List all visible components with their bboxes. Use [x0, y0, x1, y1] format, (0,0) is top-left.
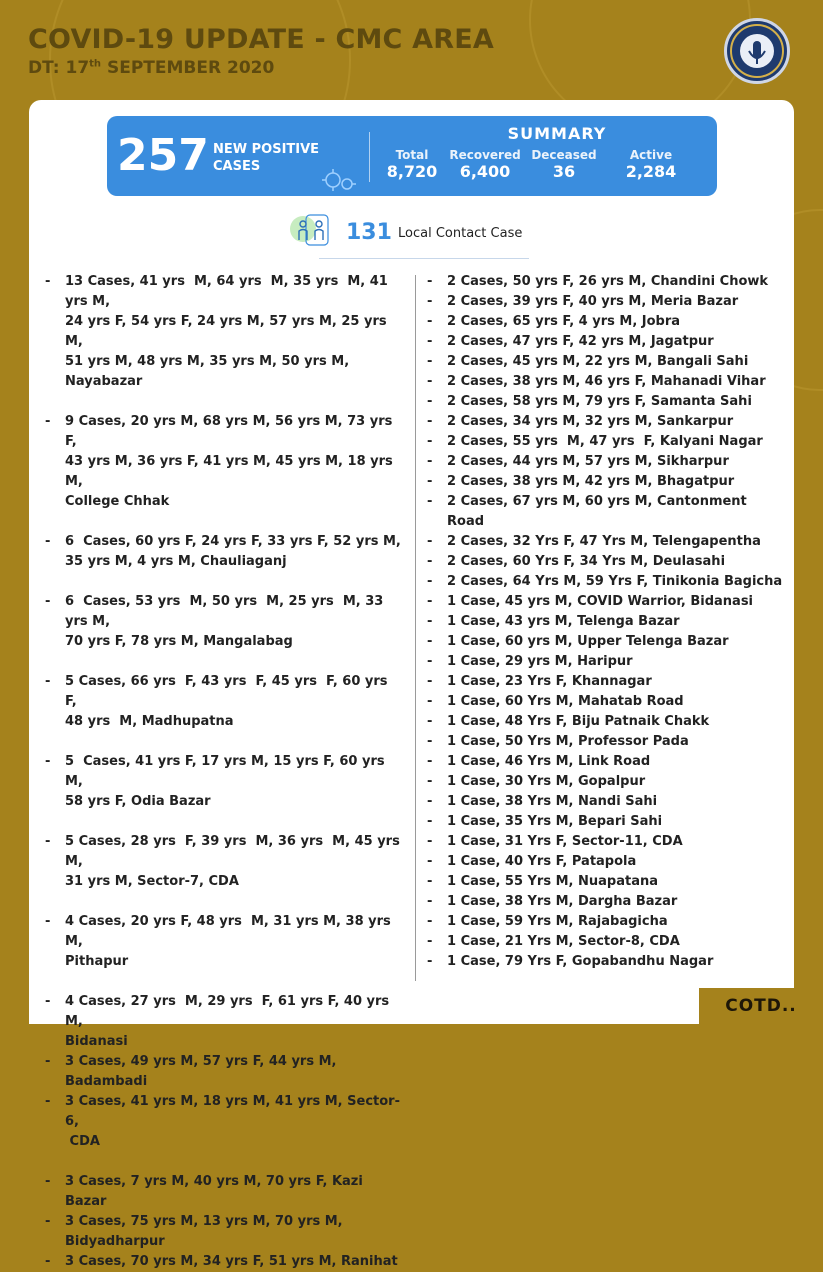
case-entry-text: 6 Cases, 53 yrs M, 50 yrs M, 25 yrs M, 33 yrs M, 70 yrs F, 78 yrs M, Mangalabag	[65, 594, 384, 649]
case-entry-text: 1 Case, 45 yrs M, COVID Warrior, Bidanasi	[447, 594, 754, 609]
bullet-dash: -	[427, 534, 433, 549]
bullet-dash: -	[427, 654, 433, 669]
column-divider	[415, 275, 416, 981]
case-entry	[45, 1052, 407, 1092]
bullet-dash: -	[427, 494, 433, 509]
case-entry	[45, 672, 407, 732]
case-entry-text: 1 Case, 38 Yrs M, Dargha Bazar	[447, 894, 678, 909]
case-entry-text: 2 Cases, 39 yrs F, 40 yrs M, Meria Bazar	[447, 294, 739, 309]
bullet-dash: -	[427, 374, 433, 389]
case-entry	[427, 672, 787, 692]
case-entry	[45, 1092, 407, 1152]
case-entry	[427, 732, 787, 752]
case-entry-text: 1 Case, 46 Yrs M, Link Road	[447, 754, 651, 769]
bullet-dash: -	[427, 934, 433, 949]
banner-divider	[369, 132, 370, 182]
case-entry-text: 1 Case, 21 Yrs M, Sector-8, CDA	[447, 934, 680, 949]
municipal-corporation-seal-icon	[724, 18, 790, 84]
bullet-dash: -	[45, 754, 51, 769]
case-entry-text: 2 Cases, 67 yrs M, 60 yrs M, Cantonment Road	[447, 494, 752, 529]
case-entry	[427, 452, 787, 472]
case-entry-text: 1 Case, 38 Yrs M, Nandi Sahi	[447, 794, 658, 809]
case-entry	[427, 872, 787, 892]
case-entry	[45, 1252, 407, 1272]
bullet-dash: -	[45, 1214, 51, 1229]
case-entry-text: 1 Case, 48 Yrs F, Biju Patnaik Chakk	[447, 714, 710, 729]
case-entry-text: 2 Cases, 38 yrs M, 46 yrs F, Mahanadi Vihar	[447, 374, 766, 389]
left-case-list	[45, 272, 407, 1272]
summary-title: SUMMARY	[507, 124, 607, 143]
stat-label: Active	[629, 148, 673, 162]
bullet-dash: -	[427, 794, 433, 809]
bullet-dash: -	[427, 914, 433, 929]
case-entry-text: 3 Cases, 70 yrs M, 34 yrs F, 51 yrs M, Ranihat	[65, 1254, 398, 1269]
bullet-dash: -	[45, 1174, 51, 1189]
entry-spacer	[45, 512, 407, 532]
entry-spacer	[45, 652, 407, 672]
case-entry	[427, 312, 787, 332]
bullet-dash: -	[45, 834, 51, 849]
stat-value: 2,284	[625, 162, 677, 181]
case-entry-text: 6 Cases, 60 yrs F, 24 yrs F, 33 yrs F, 52 yrs M, 35 yrs M, 4 yrs M, Chauliaganj	[65, 534, 401, 569]
case-entry	[427, 432, 787, 452]
stat-deceased	[524, 148, 604, 181]
case-entry	[45, 532, 407, 572]
stat-value: 8,720	[386, 162, 438, 181]
case-entry-text: 3 Cases, 41 yrs M, 18 yrs M, 41 yrs M, Sector-6, CDA	[65, 1094, 400, 1149]
case-entry-text: 1 Case, 59 Yrs M, Rajabagicha	[447, 914, 668, 929]
case-entry	[427, 572, 787, 592]
entry-spacer	[45, 732, 407, 752]
stat-active	[611, 148, 691, 181]
case-entry	[45, 272, 407, 392]
case-entry	[45, 592, 407, 652]
case-entry-text: 13 Cases, 41 yrs M, 64 yrs M, 35 yrs M, 41 yrs M, 24 yrs F, 54 yrs F, 24 yrs M, 57 yrs M, 25 yrs M, 51 yrs M, 48 yrs M, 35 yrs M, 50 yrs M, Nayabazar	[65, 274, 388, 389]
local-contact-section	[289, 208, 529, 260]
case-entry	[427, 792, 787, 812]
bullet-dash: -	[427, 694, 433, 709]
bullet-dash: -	[427, 314, 433, 329]
case-entry-text: 4 Cases, 20 yrs F, 48 yrs M, 31 yrs M, 38 yrs M, Pithapur	[65, 914, 391, 969]
case-entry	[427, 832, 787, 852]
case-entry-text: 3 Cases, 49 yrs M, 57 yrs F, 44 yrs M, Badambadi	[65, 1054, 342, 1089]
bullet-dash: -	[427, 754, 433, 769]
bullet-dash: -	[427, 614, 433, 629]
case-entry-text: 2 Cases, 47 yrs F, 42 yrs M, Jagatpur	[447, 334, 714, 349]
case-entry-text: 2 Cases, 64 Yrs M, 59 Yrs F, Tinikonia Bagicha	[447, 574, 783, 589]
bullet-dash: -	[427, 774, 433, 789]
case-entry-text: 2 Cases, 45 yrs M, 22 yrs M, Bangali Sahi	[447, 354, 749, 369]
bullet-dash: -	[427, 894, 433, 909]
case-entry	[427, 612, 787, 632]
bullet-dash: -	[427, 414, 433, 429]
case-entry	[45, 412, 407, 512]
bullet-dash: -	[45, 414, 51, 429]
bullet-dash: -	[427, 394, 433, 409]
case-entry	[427, 392, 787, 412]
case-entry	[45, 1212, 407, 1252]
case-entry-text: 5 Cases, 41 yrs F, 17 yrs M, 15 yrs F, 60 yrs M, 58 yrs F, Odia Bazar	[65, 754, 385, 809]
bullet-dash: -	[45, 274, 51, 289]
case-entry	[427, 332, 787, 352]
stat-total	[372, 148, 452, 181]
page-date: DT: 17th SEPTEMBER 2020	[28, 58, 275, 78]
bullet-dash: -	[427, 454, 433, 469]
bullet-dash: -	[427, 634, 433, 649]
case-entry	[427, 652, 787, 672]
case-entry-text: 2 Cases, 34 yrs M, 32 yrs M, Sankarpur	[447, 414, 734, 429]
entry-spacer	[45, 392, 407, 412]
case-entry	[427, 632, 787, 652]
stat-value: 36	[552, 162, 576, 181]
case-entry	[45, 1172, 407, 1212]
new-cases-label: NEW POSITIVE CASES	[213, 142, 320, 174]
bullet-dash: -	[427, 274, 433, 289]
bullet-dash: -	[427, 674, 433, 689]
case-entry-text: 1 Case, 79 Yrs F, Gopabandhu Nagar	[447, 954, 714, 969]
case-entry	[427, 772, 787, 792]
bullet-dash: -	[427, 354, 433, 369]
case-entry-text: 2 Cases, 44 yrs M, 57 yrs M, Sikharpur	[447, 454, 729, 469]
case-entry	[45, 832, 407, 892]
virus-icon	[319, 166, 359, 194]
contact-underline	[319, 258, 529, 259]
cotd-badge: COTD..	[699, 988, 823, 1024]
case-entry	[45, 752, 407, 812]
entry-spacer	[45, 1152, 407, 1172]
entry-spacer	[45, 892, 407, 912]
case-entry	[427, 272, 787, 292]
bullet-dash: -	[45, 994, 51, 1009]
people-contact-icon	[289, 212, 333, 250]
case-entry-text: 2 Cases, 38 yrs M, 42 yrs M, Bhagatpur	[447, 474, 735, 489]
entry-spacer	[45, 812, 407, 832]
case-entry	[427, 532, 787, 552]
summary-banner	[107, 116, 717, 196]
bullet-dash: -	[427, 954, 433, 969]
case-entry	[427, 712, 787, 732]
case-entry	[427, 692, 787, 712]
case-entry	[427, 812, 787, 832]
stat-label: Recovered	[449, 148, 521, 162]
bullet-dash: -	[427, 474, 433, 489]
local-contact-label: Local Contact Case	[398, 226, 523, 241]
case-entry-text: 2 Cases, 50 yrs F, 26 yrs M, Chandini Chowk	[447, 274, 769, 289]
bullet-dash: -	[427, 334, 433, 349]
bullet-dash: -	[45, 1254, 51, 1269]
bullet-dash: -	[427, 854, 433, 869]
page-title: COVID-19 UPDATE - CMC AREA	[28, 24, 494, 55]
right-case-list	[427, 272, 787, 972]
case-entry-text: 3 Cases, 7 yrs M, 40 yrs M, 70 yrs F, Kazi Bazar	[65, 1174, 368, 1209]
bullet-dash: -	[45, 674, 51, 689]
case-entry	[427, 292, 787, 312]
stat-value: 6,400	[459, 162, 511, 181]
stat-label: Deceased	[531, 148, 597, 162]
bullet-dash: -	[45, 534, 51, 549]
bullet-dash: -	[427, 834, 433, 849]
case-entry	[427, 352, 787, 372]
bullet-dash: -	[45, 594, 51, 609]
case-entry	[45, 992, 407, 1052]
case-entry	[427, 852, 787, 872]
case-entry	[427, 752, 787, 772]
case-entry-text: 1 Case, 23 Yrs F, Khannagar	[447, 674, 652, 689]
case-entry-text: 1 Case, 55 Yrs M, Nuapatana	[447, 874, 659, 889]
case-entry-text: 2 Cases, 60 Yrs F, 34 Yrs M, Deulasahi	[447, 554, 726, 569]
entry-spacer	[45, 572, 407, 592]
case-entry	[427, 552, 787, 572]
bullet-dash: -	[427, 434, 433, 449]
case-entry-text: 2 Cases, 55 yrs M, 47 yrs F, Kalyani Nagar	[447, 434, 763, 449]
case-entry	[427, 372, 787, 392]
case-entry	[45, 912, 407, 972]
case-entry-text: 5 Cases, 28 yrs F, 39 yrs M, 36 yrs M, 45 yrs M, 31 yrs M, Sector-7, CDA	[65, 834, 400, 889]
bullet-dash: -	[427, 714, 433, 729]
bullet-dash: -	[45, 1094, 51, 1109]
case-entry-text: 2 Cases, 65 yrs F, 4 yrs M, Jobra	[447, 314, 681, 329]
bullet-dash: -	[427, 554, 433, 569]
content-card	[29, 100, 794, 1269]
case-entry-text: 1 Case, 31 Yrs F, Sector-11, CDA	[447, 834, 683, 849]
bullet-dash: -	[427, 874, 433, 889]
case-entry	[427, 912, 787, 932]
case-entry-text: 1 Case, 50 Yrs M, Professor Pada	[447, 734, 689, 749]
case-entry	[427, 412, 787, 432]
case-entry-text: 1 Case, 60 Yrs M, Mahatab Road	[447, 694, 684, 709]
local-contact-count: 131	[346, 220, 392, 245]
case-entry	[427, 492, 787, 532]
stat-recovered	[445, 148, 525, 181]
case-entry	[427, 952, 787, 972]
case-entry-text: 1 Case, 60 yrs M, Upper Telenga Bazar	[447, 634, 729, 649]
bullet-dash: -	[45, 914, 51, 929]
stat-label: Total	[395, 148, 429, 162]
bullet-dash: -	[427, 734, 433, 749]
bullet-dash: -	[427, 574, 433, 589]
case-entry-text: 2 Cases, 58 yrs M, 79 yrs F, Samanta Sahi	[447, 394, 752, 409]
case-entry-text: 9 Cases, 20 yrs M, 68 yrs M, 56 yrs M, 73 yrs F, 43 yrs M, 36 yrs F, 41 yrs M, 45 yrs M, 18 yrs M, College Chhak	[65, 414, 393, 509]
case-entry-text: 5 Cases, 66 yrs F, 43 yrs F, 45 yrs F, 60 yrs F, 48 yrs M, Madhupatna	[65, 674, 388, 729]
entry-spacer	[45, 972, 407, 992]
case-entry	[427, 892, 787, 912]
case-entry	[427, 932, 787, 952]
case-entry-text: 1 Case, 29 yrs M, Haripur	[447, 654, 633, 669]
bullet-dash: -	[427, 814, 433, 829]
case-entry	[427, 592, 787, 612]
case-entry-text: 3 Cases, 75 yrs M, 13 yrs M, 70 yrs M, Bidyadharpur	[65, 1214, 348, 1249]
case-entry-text: 2 Cases, 32 Yrs F, 47 Yrs M, Telengapentha	[447, 534, 761, 549]
case-entry-text: 4 Cases, 27 yrs M, 29 yrs F, 61 yrs F, 40 yrs M, Bidanasi	[65, 994, 390, 1049]
case-entry-text: 1 Case, 40 Yrs F, Patapola	[447, 854, 637, 869]
new-cases-count: 257	[117, 130, 209, 181]
case-entry-text: 1 Case, 43 yrs M, Telenga Bazar	[447, 614, 680, 629]
bullet-dash: -	[427, 294, 433, 309]
bullet-dash: -	[45, 1054, 51, 1069]
case-entry-text: 1 Case, 30 Yrs M, Gopalpur	[447, 774, 646, 789]
bullet-dash: -	[427, 594, 433, 609]
case-entry-text: 1 Case, 35 Yrs M, Bepari Sahi	[447, 814, 663, 829]
case-entry	[427, 472, 787, 492]
